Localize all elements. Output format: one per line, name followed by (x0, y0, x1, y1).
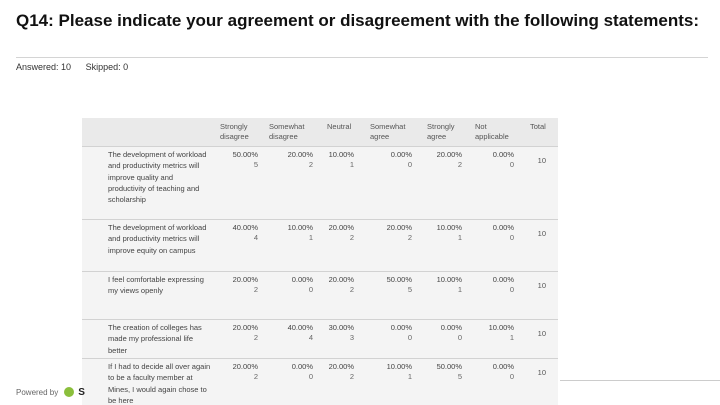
cell-count: 5 (407, 285, 412, 294)
cell-count: 0 (308, 285, 313, 294)
cell-percent: 10.00% (436, 275, 462, 284)
cell-percent: 0.00% (390, 150, 412, 159)
cell-percent: 50.00% (386, 275, 412, 284)
cell-percent: 30.00% (328, 323, 354, 332)
cell-count: 0 (509, 233, 514, 242)
cell-count: 1 (407, 372, 412, 381)
cell-total: 10 (537, 368, 546, 377)
title-divider (16, 57, 708, 58)
cell-count: 0 (407, 160, 412, 169)
cell-percent: 10.00% (386, 362, 412, 371)
col-strongly-disagree: Strongly disagree (220, 122, 249, 141)
cell-count: 0 (509, 372, 514, 381)
cell-total: 10 (537, 329, 546, 338)
col-strongly-agree: Strongly agree (427, 122, 455, 141)
cell-count: 2 (253, 285, 258, 294)
cell-percent: 40.00% (287, 323, 313, 332)
cell-percent: 20.00% (328, 223, 354, 232)
cell-percent: 0.00% (291, 362, 313, 371)
col-neutral: Neutral (327, 122, 352, 131)
cell-percent: 10.00% (287, 223, 313, 232)
cell-percent: 40.00% (232, 223, 258, 232)
table-row (82, 219, 558, 272)
cell-total: 10 (537, 229, 546, 238)
answered-count: Answered: 10 (16, 62, 72, 72)
skipped-count: Skipped: 0 (85, 62, 129, 72)
row-statement: The creation of colleges has made my professional life better (108, 323, 202, 355)
cell-count: 2 (349, 285, 354, 294)
col-somewhat-disagree: Somewhat disagree (269, 122, 305, 141)
table-row (82, 358, 558, 405)
powered-by-footer (16, 384, 85, 400)
table-row (82, 319, 558, 359)
cell-percent: 20.00% (232, 323, 258, 332)
cell-count: 1 (349, 160, 354, 169)
cell-count: 4 (253, 233, 258, 242)
cell-percent: 0.00% (492, 362, 514, 371)
cell-total: 10 (537, 281, 546, 290)
question-title: Q14: Please indicate your agreement or disagreement with the following statements: (16, 11, 700, 30)
row-statement: The development of workload and productivity metrics will improve equity on campus (108, 223, 207, 255)
cell-percent: 20.00% (328, 275, 354, 284)
brand-initial: S (78, 386, 85, 398)
cell-percent: 0.00% (390, 323, 412, 332)
results-table (82, 118, 558, 405)
cell-count: 2 (457, 160, 462, 169)
cell-percent: 50.00% (232, 150, 258, 159)
cell-count: 4 (308, 333, 313, 342)
cell-count: 0 (509, 160, 514, 169)
cell-count: 1 (509, 333, 514, 342)
cell-percent: 10.00% (328, 150, 354, 159)
table-header (82, 118, 558, 146)
cell-percent: 10.00% (436, 223, 462, 232)
cell-count: 2 (407, 233, 412, 242)
cell-count: 1 (308, 233, 313, 242)
cell-total: 10 (537, 156, 546, 165)
brand-logo-icon (64, 387, 74, 397)
cell-count: 2 (308, 160, 313, 169)
row-statement: The development of workload and productivity metrics will improve quality and productivity of teaching and scholarship (108, 150, 207, 205)
cell-percent: 20.00% (232, 275, 258, 284)
col-total: Total (530, 122, 546, 131)
cell-percent: 20.00% (436, 150, 462, 159)
cell-count: 5 (457, 372, 462, 381)
table-row (82, 146, 558, 220)
cell-percent: 20.00% (328, 362, 354, 371)
cell-count: 5 (253, 160, 258, 169)
cell-count: 2 (253, 333, 258, 342)
powered-by-text: Powered by (16, 387, 59, 397)
cell-percent: 50.00% (436, 362, 462, 371)
row-statement: If I had to decide all over again to be a faculty member at Mines, I would again chose to be here (108, 362, 211, 405)
cell-percent: 0.00% (492, 223, 514, 232)
cell-count: 0 (407, 333, 412, 342)
response-stats (16, 62, 140, 72)
col-somewhat-agree: Somewhat agree (370, 122, 406, 141)
row-statement: I feel comfortable expressing my views openly (108, 275, 204, 296)
cell-count: 1 (457, 285, 462, 294)
col-not-applicable: Not applicable (475, 122, 509, 141)
cell-count: 0 (308, 372, 313, 381)
cell-percent: 0.00% (291, 275, 313, 284)
cell-percent: 0.00% (440, 323, 462, 332)
cell-percent: 20.00% (232, 362, 258, 371)
cell-percent: 20.00% (386, 223, 412, 232)
cell-count: 2 (349, 372, 354, 381)
cell-count: 0 (509, 285, 514, 294)
footer-divider (560, 380, 720, 381)
cell-count: 3 (349, 333, 354, 342)
cell-count: 2 (253, 372, 258, 381)
cell-percent: 0.00% (492, 150, 514, 159)
cell-percent: 20.00% (287, 150, 313, 159)
table-row (82, 271, 558, 320)
cell-count: 2 (349, 233, 354, 242)
cell-count: 0 (457, 333, 462, 342)
cell-percent: 0.00% (492, 275, 514, 284)
cell-percent: 10.00% (488, 323, 514, 332)
cell-count: 1 (457, 233, 462, 242)
